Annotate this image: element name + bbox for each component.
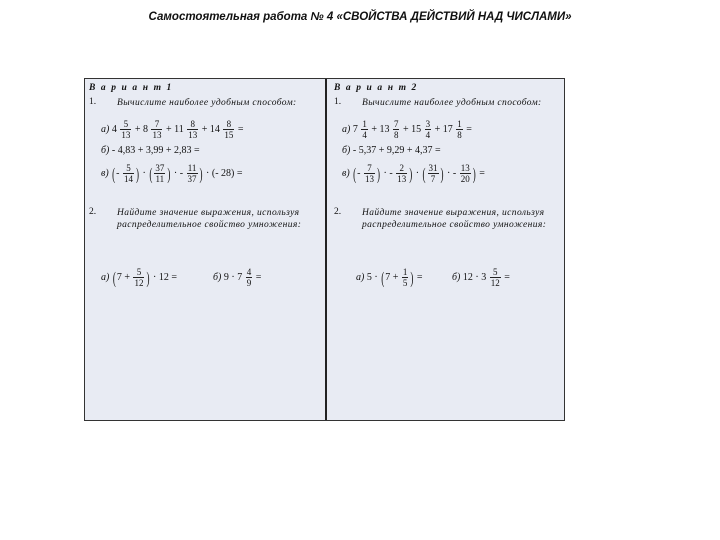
fraction: $\frac{13}{20}$ (460, 163, 470, 184)
variant-1-expr-d: а) (7 + $\frac{5}{12}$ ) · 12 = (101, 267, 177, 288)
variant-1-expr-e: б) 9 · 7 $\frac{4}{9}$ = (213, 267, 262, 288)
worksheet-table (84, 78, 565, 421)
fraction: $\frac{5}{12}$ (490, 267, 500, 288)
variant-1-heading: В а р и а н т 1 (89, 83, 173, 93)
task-text: Вычислите наиболее удобным способом: (362, 98, 542, 108)
fraction: $\frac{8}{15}$ (224, 119, 234, 140)
fraction: $\frac{31}{7}$ (428, 163, 438, 184)
variant-2-expr-c: в) (- $\frac{7}{13}$ ) · - $\frac{2}{13}$ ) · ( $\frac{31}{7}$ ) · - $\frac{13}{20}$ ) = (342, 163, 485, 184)
fraction: $\frac{4}{9}$ (246, 267, 252, 288)
task-number: 2. (89, 207, 97, 217)
page-title: Самостоятельная работа № 4 «СВОЙСТВА ДЕЙСТВИЙ НАД ЧИСЛАМИ» (148, 11, 572, 23)
fraction: $\frac{7}{13}$ (152, 119, 162, 140)
variant-1-expr-b: б) - 4,83 + 3,99 + 2,83 = (101, 145, 200, 156)
fraction: $\frac{2}{13}$ (397, 163, 407, 184)
fraction: $\frac{37}{11}$ (155, 163, 165, 184)
variant-1-expr-a: а) 4 $\frac{5}{13}$ + 8 $\frac{7}{13}$ + 11 $\frac{8}{13}$ + 14 $\frac{8}{15}$ = (101, 119, 244, 140)
variant-2-expr-a: а) 7 $\frac{1}{4}$ + 13 $\frac{7}{8}$ + 15 $\frac{3}{4}$ + 17 $\frac{1}{8}$ = (342, 119, 472, 140)
fraction: $\frac{7}{8}$ (393, 119, 399, 140)
fraction: $\frac{3}{4}$ (425, 119, 431, 140)
variant-2-heading: В а р и а н т 2 (334, 83, 418, 93)
fraction: $\frac{7}{13}$ (365, 163, 375, 184)
fraction: $\frac{8}{13}$ (188, 119, 198, 140)
fraction: $\frac{11}{37}$ (187, 163, 197, 184)
task-text: Вычислите наиболее удобным способом: (117, 98, 297, 108)
task-number: 2. (334, 207, 342, 217)
fraction: $\frac{5}{14}$ (124, 163, 134, 184)
variant-1-expr-c: в) (- $\frac{5}{14}$ ) · ( $\frac{37}{11}$ ) · - $\frac{11}{37}$ ) · (- 28) = (101, 163, 243, 184)
fraction: $\frac{1}{5}$ (402, 267, 408, 288)
task-text: Найдите значение выражения, используя распределительное свойство умножения: (362, 208, 547, 230)
column-divider (325, 79, 327, 420)
fraction: $\frac{5}{12}$ (134, 267, 144, 288)
task-number: 1. (334, 97, 342, 107)
fraction: $\frac{1}{4}$ (362, 119, 367, 140)
task-text: Найдите значение выражения, используя распределительное свойство умножения: (117, 208, 302, 230)
fraction: $\frac{1}{8}$ (457, 119, 462, 140)
task-number: 1. (89, 97, 97, 107)
variant-2-expr-d: а) 5 · (7 + $\frac{1}{5}$ ) = (356, 267, 423, 288)
variant-2-expr-e: б) 12 · 3 $\frac{5}{12}$ = (452, 267, 510, 288)
variant-2-expr-b: б) - 5,37 + 9,29 + 4,37 = (342, 145, 441, 156)
fraction: $\frac{5}{13}$ (121, 119, 131, 140)
